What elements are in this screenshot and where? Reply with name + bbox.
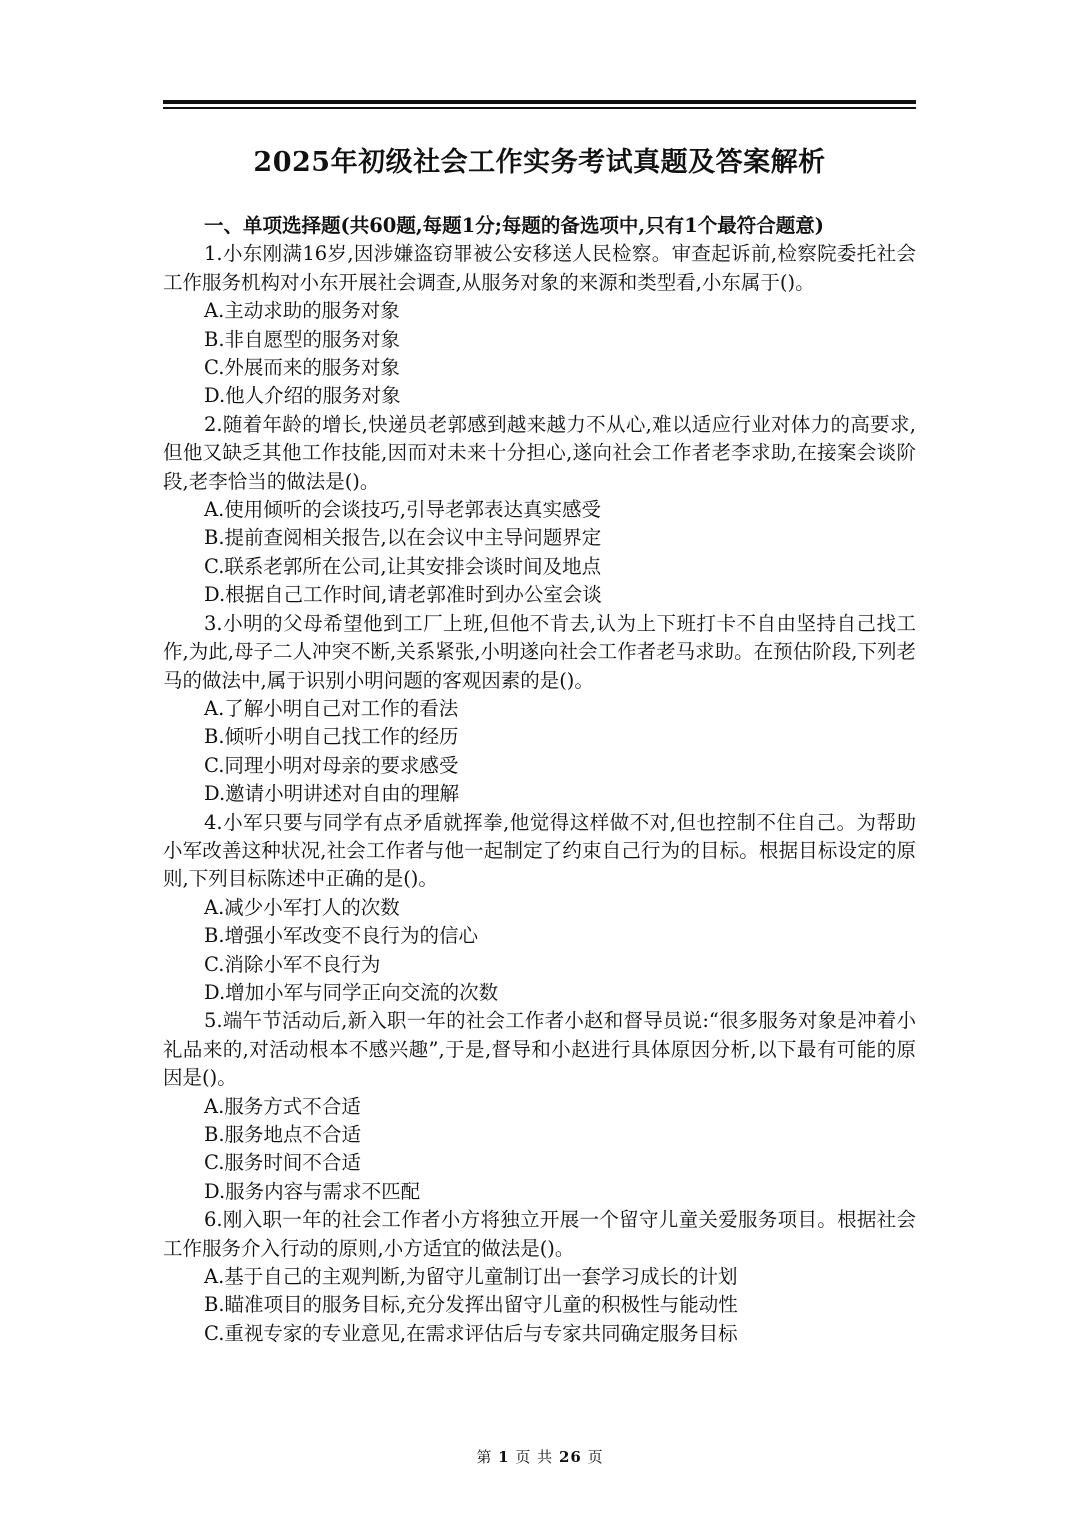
question-1-option-d: D.他人介绍的服务对象 bbox=[204, 384, 401, 408]
question-1-option-a: A.主动求助的服务对象 bbox=[204, 299, 400, 323]
question-3-stem: 3.小明的父母希望他到工厂上班,但他不肯去,认为上下班打卡不自由坚持自己找工作,为此,母子二人冲突不断,关系紧张,小明遂向社会工作者老马求助。在预估阶段,下列老马的做法中,属于识别小明问题的客观因素的是()。 bbox=[163, 611, 916, 692]
question-4-option-c: C.消除小军不良行为 bbox=[204, 952, 381, 976]
document-title: 2025年初级社会工作实务考试真题及答案解析 bbox=[253, 147, 826, 178]
question-6-option-b: B.瞄准项目的服务目标,充分发挥出留守儿童的积极性与能动性 bbox=[204, 1293, 738, 1317]
header-rule-thick bbox=[163, 100, 916, 104]
question-4-stem: 4.小军只要与同学有点矛盾就挥拳,他觉得这样做不对,但也控制不住自己。为帮助小军改善这种状况,社会工作者与他一起制定了约束自己行为的目标。根据目标设定的原则,下列目标陈述中正确的是()。 bbox=[163, 810, 916, 891]
question-4-option-b: B.增强小军改变不良行为的信心 bbox=[204, 924, 479, 948]
question-5-option-d: D.服务内容与需求不匹配 bbox=[204, 1179, 421, 1203]
question-2-option-b: B.提前查阅相关报告,以在会议中主导问题界定 bbox=[204, 526, 602, 550]
question-5-option-b: B.服务地点不合适 bbox=[204, 1123, 362, 1146]
question-3-option-d: D.邀请小明讲述对自由的理解 bbox=[204, 782, 460, 806]
question-6-stem: 6.刚入职一年的社会工作者小方将独立开展一个留守儿童关爱服务项目。根据社会工作服务介入行动的原则,小方适宜的做法是()。 bbox=[163, 1208, 916, 1260]
footer-total-pages: 26 bbox=[558, 1448, 582, 1466]
question-2-option-c: C.联系老郭所在公司,让其安排会谈时间及地点 bbox=[204, 554, 602, 578]
question-3-option-a: A.了解小明自己对工作的看法 bbox=[204, 696, 459, 720]
footer-suffix: 页 bbox=[587, 1448, 604, 1466]
footer-page-number: 1 bbox=[498, 1448, 510, 1466]
page-footer bbox=[0, 1446, 1080, 1467]
question-5-stem: 5.端午节活动后,新入职一年的社会工作者小赵和督导员说:“很多服务对象是冲着小礼品来的,对活动根本不感兴趣”,于是,督导和小赵进行具体原因分析,以下最有可能的原因是()。 bbox=[163, 1009, 916, 1090]
question-1-stem: 1.小东刚满16岁,因涉嫌盗窃罪被公安移送人民检察。审查起诉前,检察院委托社会工作服务机构对小东开展社会调查,从服务对象的来源和类型看,小东属于()。 bbox=[163, 242, 916, 294]
question-2-stem: 2.随着年龄的增长,快递员老郭感到越来越力不从心,难以适应行业对体力的高要求,但他又缺乏其他工作技能,因而对未来十分担心,遂向社会工作者老李求助,在接案会谈阶段,老李恰当的做法是()。 bbox=[163, 412, 916, 493]
footer-prefix: 第 bbox=[476, 1448, 493, 1466]
question-4-option-a: A.减少小军打人的次数 bbox=[204, 895, 400, 919]
question-1-option-b: B.非自愿型的服务对象 bbox=[204, 327, 401, 351]
question-3-option-c: C.同理小明对母亲的要求感受 bbox=[204, 753, 459, 777]
question-4-option-d: D.增加小军与同学正向交流的次数 bbox=[204, 980, 499, 1004]
question-3-option-b: B.倾听小明自己找工作的经历 bbox=[204, 725, 459, 749]
question-6-option-c: C.重视专家的专业意见,在需求评估后与专家共同确定服务目标 bbox=[204, 1321, 738, 1345]
question-5-option-c: C.服务时间不合适 bbox=[204, 1151, 361, 1175]
question-5-option-a: A.服务方式不合适 bbox=[204, 1094, 361, 1118]
section-heading: 一、单项选择题(共60题,每题1分;每题的备选项中,只有1个最符合题意) bbox=[204, 214, 825, 237]
question-2-option-d: D.根据自己工作时间,请老郭准时到办公室会谈 bbox=[204, 583, 602, 607]
footer-middle: 页 共 bbox=[515, 1448, 554, 1466]
question-1-option-c: C.外展而来的服务对象 bbox=[204, 356, 400, 380]
header-rule-thin bbox=[163, 107, 916, 109]
question-2-option-a: A.使用倾听的会谈技巧,引导老郭表达真实感受 bbox=[204, 498, 601, 522]
document-body bbox=[163, 212, 916, 1348]
question-6-option-a: A.基于自己的主观判断,为留守儿童制订出一套学习成长的计划 bbox=[204, 1265, 738, 1289]
